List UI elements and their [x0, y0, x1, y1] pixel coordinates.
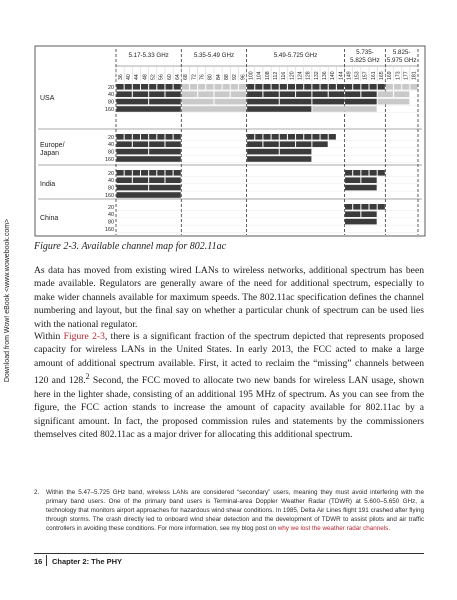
channel-bar-light — [214, 84, 221, 90]
channel-bar-dark — [345, 177, 360, 183]
channel-bar-light — [182, 84, 189, 90]
channel-bar-dark — [117, 84, 124, 90]
channel-bar-dark — [272, 134, 279, 140]
channel-bar-dark — [133, 170, 140, 176]
channel-bar-dark — [125, 170, 132, 176]
channel-bar-dark — [345, 84, 352, 90]
width-label: 40 — [108, 212, 114, 219]
band-label: 5.17-5.33 GHz — [128, 52, 169, 59]
channel-bar-dark — [345, 204, 352, 210]
width-label: 80 — [108, 185, 114, 192]
width-label: 20 — [108, 170, 114, 177]
channel-bar-dark — [149, 149, 181, 155]
channel-bar-dark — [353, 204, 360, 210]
channel-bar-dark — [312, 91, 327, 97]
watermark-text: Download from Wow! eBook <www.wowebook.com> — [4, 218, 12, 382]
channel-number: 104 — [256, 71, 263, 80]
channel-bar-dark — [117, 141, 132, 147]
width-label: 160 — [105, 157, 114, 163]
channel-bar-dark — [263, 134, 270, 140]
channel-bar-dark — [361, 177, 376, 183]
channel-bar-dark — [157, 84, 164, 90]
channel-bar-dark — [255, 84, 262, 90]
channel-bar-dark — [304, 134, 311, 140]
channel-bar-light — [231, 91, 246, 97]
channel-bar-dark — [247, 84, 254, 90]
channel-bar-dark — [165, 134, 172, 140]
channel-bar-dark — [165, 141, 180, 147]
channel-bar-light — [386, 84, 393, 90]
channel-bar-dark — [345, 185, 377, 191]
blog-post-link[interactable]: why we lost the weather radar channels — [277, 525, 389, 532]
channel-number: 96 — [240, 74, 247, 80]
channel-bar-dark — [117, 134, 124, 140]
channel-number: 36 — [117, 74, 124, 80]
channel-bar-dark — [141, 170, 148, 176]
channel-bar-dark — [329, 84, 336, 90]
width-label: 160 — [105, 107, 114, 113]
channel-bar-dark — [370, 84, 377, 90]
channel-number: 144 — [338, 71, 345, 80]
channel-bar-light — [378, 99, 410, 105]
channel-bar-dark — [125, 134, 132, 140]
region-label: China — [40, 214, 59, 222]
channel-number: 44 — [134, 74, 141, 80]
channel-bar-dark — [165, 177, 180, 183]
channel-number: 84 — [215, 74, 222, 80]
channel-map-chart — [34, 45, 426, 237]
chapter-title: Chapter 2: The PHY — [52, 557, 123, 566]
channel-bar-dark — [312, 141, 327, 147]
footer-rule — [34, 553, 424, 554]
width-label: 20 — [108, 84, 114, 91]
footnote-end: . — [388, 525, 391, 532]
channel-bar-dark — [304, 84, 311, 90]
figure-reference-link[interactable]: Figure 2-3 — [63, 331, 105, 342]
channel-bar-dark — [133, 84, 140, 90]
channel-bar-light — [182, 91, 197, 97]
footer-separator — [46, 555, 47, 566]
channel-number: 40 — [126, 74, 133, 80]
channel-bar-dark — [296, 84, 303, 90]
channel-bar-dark — [149, 91, 164, 97]
channel-bar-dark — [345, 99, 377, 105]
width-label: 40 — [108, 178, 114, 185]
channel-bar-light — [190, 84, 197, 90]
channel-number: 181 — [411, 71, 418, 80]
footnote — [34, 488, 424, 533]
channel-number: 80 — [207, 74, 214, 80]
region-label: India — [40, 180, 56, 188]
figure-caption: Figure 2-3. Available channel map for 802.11ac — [34, 241, 227, 252]
band-label: 5.825- — [392, 49, 411, 56]
channel-bar-dark — [288, 134, 295, 140]
channel-bar-dark — [312, 134, 319, 140]
channel-number: 64 — [175, 74, 182, 80]
region-label: USA — [40, 94, 55, 102]
channel-bar-dark — [165, 91, 180, 97]
channel-number: 68 — [183, 74, 190, 80]
channel-bar-dark — [329, 91, 344, 97]
channel-number: 165 — [379, 71, 386, 80]
width-label: 160 — [105, 227, 114, 233]
width-label: 40 — [108, 142, 114, 149]
channel-bar-dark — [263, 141, 278, 147]
channel-bar-dark — [353, 84, 360, 90]
channel-number: 173 — [395, 71, 402, 80]
channel-bar-dark — [165, 170, 172, 176]
channel-bar-dark — [361, 204, 368, 210]
channel-number: 169 — [387, 71, 394, 80]
channel-bar-dark — [272, 84, 279, 90]
channel-bar-dark — [141, 84, 148, 90]
channel-bar-light — [312, 106, 376, 112]
channel-number: 157 — [362, 71, 369, 80]
channel-bar-dark — [133, 91, 148, 97]
channel-bar-dark — [378, 204, 385, 210]
channel-bar-dark — [174, 134, 181, 140]
channel-bar-dark — [149, 177, 164, 183]
channel-number: 56 — [158, 74, 165, 80]
channel-bar-dark — [337, 84, 344, 90]
channel-number: 72 — [191, 74, 198, 80]
channel-bar-dark — [296, 141, 311, 147]
channel-bar-light — [410, 84, 417, 90]
channel-bar-dark — [157, 134, 164, 140]
channel-bar-dark — [117, 170, 124, 176]
paragraph-2-end: Second, the FCC moved to allocate two new bands for wireless LAN usage, shown here in the lighter shade, consisting of an additional 195 MHz of spectrum. As you can see from the figure, the FCC action stands to increase the amount of capacity available for 802.11ac by a significant amount. In fact, the proposed commission rules and statements by the commissioners themselves cited 802.11ac as a major driver for allocating this additional spectrum. — [34, 375, 424, 441]
channel-bar-dark — [312, 84, 319, 90]
channel-number: 161 — [370, 71, 377, 80]
width-label: 20 — [108, 204, 114, 211]
channel-number: 112 — [272, 71, 279, 80]
channel-number: 108 — [264, 71, 271, 80]
page-number: 16 — [34, 557, 43, 566]
channel-bar-light — [239, 84, 246, 90]
band-label: 5.735- — [356, 49, 374, 56]
channel-bar-dark — [117, 185, 149, 191]
channel-map-figure — [34, 45, 426, 237]
channel-bar-light — [214, 99, 246, 105]
channel-number: 60 — [166, 74, 173, 80]
channel-bar-dark — [117, 149, 149, 155]
footnote-text — [34, 488, 424, 533]
channel-bar-light — [198, 84, 205, 90]
channel-bar-dark — [312, 99, 344, 105]
channel-number: 124 — [297, 71, 304, 80]
channel-bar-dark — [133, 134, 140, 140]
paragraph-2-middle: , there is a significant fraction of the spectrum depicted that represents proposed capacity for wireless LANs in the United States. In early 2013, the FCC acted to make a large amount of additional spectrum available. First, it acted to reclaim the “missing” channels between 120 and 128. — [34, 331, 424, 387]
channel-bar-dark — [280, 99, 312, 105]
channel-bar-dark — [280, 134, 287, 140]
channel-bar-dark — [345, 211, 360, 217]
channel-bar-light — [182, 99, 214, 105]
channel-bar-dark — [378, 170, 385, 176]
channel-bar-dark — [296, 91, 311, 97]
channel-number: 128 — [305, 71, 312, 80]
region-label: Europe/ — [40, 141, 65, 149]
channel-bar-dark — [361, 211, 376, 217]
width-label: 20 — [108, 134, 114, 141]
channel-bar-light — [182, 106, 246, 112]
channel-bar-dark — [361, 170, 368, 176]
paragraph-2 — [34, 330, 424, 441]
channel-number: 92 — [232, 74, 239, 80]
channel-bar-dark — [280, 149, 312, 155]
channel-bar-dark — [263, 84, 270, 90]
channel-bar-light — [214, 91, 229, 97]
channel-bar-dark — [117, 99, 149, 105]
channel-bar-dark — [117, 192, 181, 198]
channel-bar-dark — [141, 134, 148, 140]
channel-number: 120 — [289, 71, 296, 80]
channel-number: 149 — [346, 71, 353, 80]
channel-bar-light — [378, 91, 393, 97]
channel-bar-dark — [280, 91, 295, 97]
channel-bar-dark — [165, 84, 172, 90]
channel-bar-dark — [370, 204, 377, 210]
channel-bar-dark — [117, 91, 132, 97]
channel-bar-dark — [361, 84, 368, 90]
channel-bar-dark — [247, 141, 262, 147]
channel-number: 177 — [403, 71, 410, 80]
band-label-line2: 5.975 GHz — [386, 57, 417, 64]
width-label: 80 — [108, 149, 114, 156]
channel-bar-dark — [329, 134, 336, 140]
channel-bar-dark — [174, 170, 181, 176]
channel-bar-dark — [174, 84, 181, 90]
channel-bar-dark — [255, 134, 262, 140]
channel-number: 100 — [248, 71, 255, 80]
channel-bar-dark — [263, 91, 278, 97]
channel-bar-dark — [149, 185, 181, 191]
channel-bar-dark — [247, 149, 279, 155]
channel-number: 140 — [330, 71, 337, 80]
side-watermark — [2, 150, 14, 450]
channel-bar-light — [198, 91, 213, 97]
footnote-number: 2. — [34, 489, 40, 496]
channel-bar-dark — [296, 134, 303, 140]
channel-number: 132 — [313, 71, 320, 80]
channel-bar-dark — [133, 177, 148, 183]
width-label: 80 — [108, 99, 114, 106]
channel-number: 153 — [354, 71, 361, 80]
channel-bar-dark — [361, 91, 376, 97]
channel-bar-dark — [370, 170, 377, 176]
channel-bar-dark — [247, 106, 311, 112]
channel-bar-dark — [345, 219, 377, 225]
channel-bar-dark — [117, 177, 132, 183]
band-label: 5.49-5.725 GHz — [273, 52, 318, 59]
channel-bar-dark — [247, 156, 311, 162]
channel-bar-dark — [288, 84, 295, 90]
channel-number: 116 — [281, 71, 288, 80]
channel-bar-light — [394, 84, 401, 90]
paragraph-1: As data has moved from existing wired LANs to wireless networks, additional spectrum has been made available. Regulators are generally aware of the need for additional spectrum, especially to make wider channels available for maximum speeds. The 802.11ac specification defines the channel numbering and layout, but the final say on whether a particular chunk of spectrum can be used lies with the national regulator. — [34, 265, 424, 330]
channel-bar-dark — [247, 134, 254, 140]
channel-bar-dark — [149, 84, 156, 90]
channel-bar-dark — [378, 84, 385, 90]
channel-bar-dark — [247, 91, 262, 97]
channel-bar-dark — [353, 170, 360, 176]
channel-bar-dark — [149, 170, 156, 176]
channel-bar-dark — [280, 141, 295, 147]
channel-bar-dark — [321, 134, 328, 140]
paragraph-2-start: Within — [34, 331, 64, 342]
page-footer — [34, 553, 424, 567]
channel-bar-light — [394, 91, 409, 97]
channel-bar-dark — [247, 99, 279, 105]
footnote-marker[interactable]: 2 — [85, 372, 90, 382]
width-label: 40 — [108, 92, 114, 99]
channel-bar-dark — [280, 84, 287, 90]
channel-number: 136 — [321, 71, 328, 80]
channel-bar-dark — [149, 141, 164, 147]
channel-bar-dark — [157, 170, 164, 176]
band-label-line2: 5.825 GHz — [350, 57, 380, 64]
channel-number: 76 — [199, 74, 206, 80]
channel-bar-dark — [149, 99, 181, 105]
channel-bar-dark — [125, 84, 132, 90]
channel-bar-dark — [345, 91, 360, 97]
channel-bar-dark — [321, 84, 328, 90]
channel-bar-light — [402, 84, 409, 90]
footnote-body: Within the 5.47–5.725 GHz band, wireless LANs are considered “secondary” users, meaning they must avoid interfering with the primary band users. One of the primary band users is Terminal-area Doppler Weather Radar (TDWR) at 5.600–5.650 GHz, a technology that monitors airport approaches for hazardous wind shear conditions. In 1985, Delta Air Lines flight 191 crashed after flying through storms. The crash directly led to onboard wind shear detection and the development of TDWR to assist pilots and air traffic controllers in avoiding these conditions. For more information, see my blog post on — [46, 489, 424, 532]
channel-bar-dark — [117, 156, 181, 162]
channel-number: 52 — [150, 74, 157, 80]
channel-number: 48 — [142, 74, 149, 80]
channel-bar-light — [206, 84, 213, 90]
region-label-line2: Japan — [40, 149, 60, 157]
channel-bar-dark — [133, 141, 148, 147]
channel-number: 88 — [223, 74, 230, 81]
channel-bar-dark — [345, 170, 352, 176]
width-label: 160 — [105, 193, 114, 199]
band-label: 5.35-5.49 GHz — [193, 52, 235, 59]
channel-bar-dark — [149, 134, 156, 140]
channel-bar-light — [231, 84, 238, 90]
width-label: 80 — [108, 219, 114, 226]
channel-bar-light — [223, 84, 230, 90]
channel-bar-dark — [117, 106, 181, 112]
